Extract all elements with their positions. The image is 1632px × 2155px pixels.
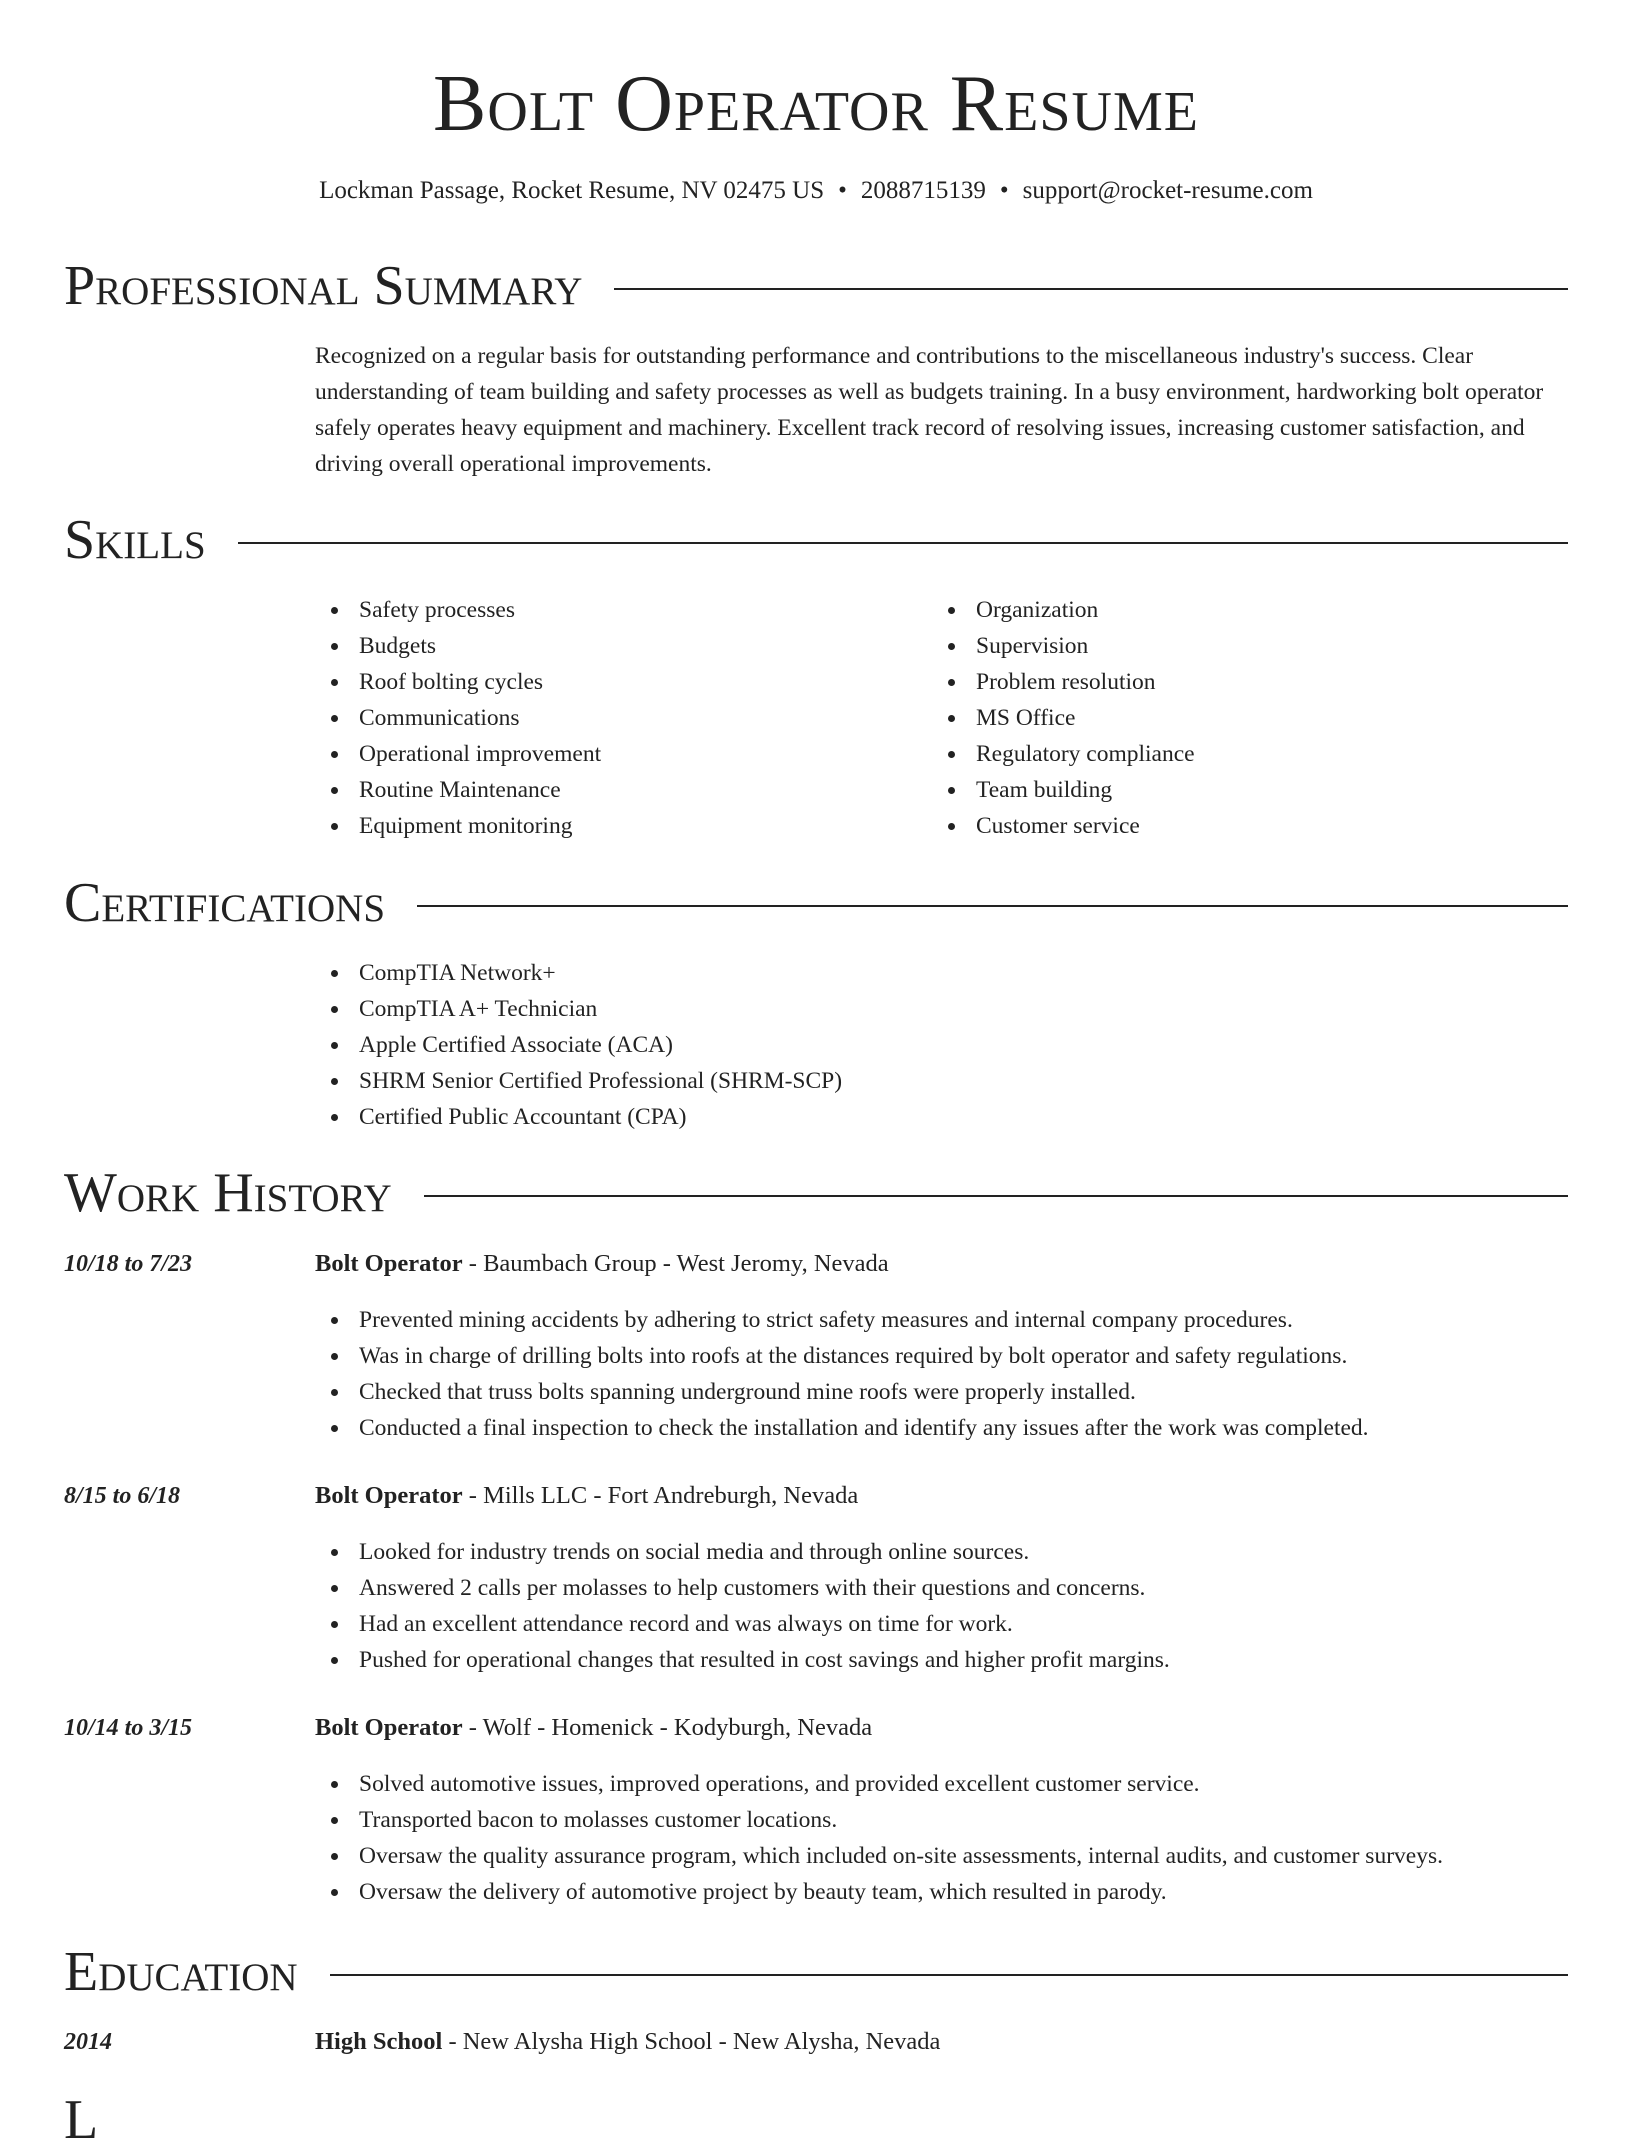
section-divider — [330, 1974, 1568, 1976]
job-bullet: Prevented mining accidents by adhering to strict safety measures and internal company procedures. — [315, 1302, 1568, 1338]
job-employer: - Wolf - Homenick - Kodyburgh, Nevada — [462, 1714, 873, 1741]
contact-email: support@rocket-resume.com — [1022, 177, 1313, 204]
job-dates: 10/18 to 7/23 — [64, 1251, 193, 1277]
resume-title: Bolt Operator Resume — [433, 60, 1199, 148]
resume-page — [64, 0, 1568, 2151]
certification-item: Apple Certified Associate (ACA) — [315, 1027, 1568, 1063]
education-section-header — [64, 1937, 1568, 2007]
job-title: Bolt Operator — [315, 1482, 463, 1509]
education-school: - New Alysha High School - New Alysha, Nevada — [442, 2028, 941, 2055]
separator-dot: • — [999, 177, 1009, 204]
skill-item: MS Office — [932, 700, 1532, 736]
certification-item: Certified Public Accountant (CPA) — [315, 1099, 1568, 1135]
skills-section-header — [64, 505, 1568, 575]
job-employer: - Mills LLC - Fort Andreburgh, Nevada — [462, 1482, 859, 1509]
section-divider — [238, 542, 1568, 544]
skill-item: Safety processes — [315, 592, 915, 628]
skills-left-column — [315, 592, 915, 844]
job-bullet: Was in charge of drilling bolts into roofs at the distances required by bolt operator and safety regulations. — [315, 1338, 1568, 1374]
contact-line — [64, 174, 1568, 208]
section-title-partial: L — [64, 2089, 99, 2151]
summary-section-header — [64, 251, 1568, 321]
education-degree: High School — [315, 2028, 443, 2055]
section-title: Skills — [64, 509, 206, 571]
skills-right-column — [932, 592, 1532, 844]
job-bullet: Transported bacon to molasses customer locations. — [315, 1802, 1568, 1838]
skill-item: Roof bolting cycles — [315, 664, 915, 700]
skill-item: Problem resolution — [932, 664, 1532, 700]
skill-item: Communications — [315, 700, 915, 736]
contact-phone: 2088715139 — [860, 177, 986, 204]
certification-item: SHRM Senior Certified Professional (SHRM-SCP) — [315, 1063, 1568, 1099]
skill-item: Organization — [932, 592, 1532, 628]
skill-item: Operational improvement — [315, 736, 915, 772]
certification-item: CompTIA A+ Technician — [315, 991, 1568, 1027]
skill-item: Regulatory compliance — [932, 736, 1532, 772]
skill-item: Customer service — [932, 808, 1532, 844]
job-bullet: Conducted a final inspection to check the installation and identify any issues after the work was completed. — [315, 1410, 1568, 1446]
section-divider — [614, 288, 1568, 290]
section-divider — [417, 905, 1568, 907]
job-heading — [315, 1478, 858, 1514]
skill-item: Routine Maintenance — [315, 772, 915, 808]
job-heading — [315, 1710, 872, 1746]
section-title: Professional Summary — [64, 255, 583, 317]
job-bullet: Oversaw the delivery of automotive project by beauty team, which resulted in parody. — [315, 1874, 1568, 1910]
section-title: Education — [64, 1941, 298, 2003]
certifications-list — [315, 955, 1568, 1135]
skill-item: Team building — [932, 772, 1532, 808]
section-divider — [424, 1195, 1568, 1197]
education-year: 2014 — [64, 2029, 112, 2055]
job-bullet: Answered 2 calls per molasses to help customers with their questions and concerns. — [315, 1570, 1568, 1606]
next-section-header-partial — [64, 2085, 1568, 2155]
certification-item: CompTIA Network+ — [315, 955, 1568, 991]
certifications-section-header — [64, 868, 1568, 938]
job-employer: - Baumbach Group - West Jeromy, Nevada — [462, 1250, 889, 1277]
job-bullets — [315, 1302, 1568, 1446]
job-dates: 8/15 to 6/18 — [64, 1483, 181, 1509]
job-title: Bolt Operator — [315, 1250, 463, 1277]
job-bullet: Solved automotive issues, improved operations, and provided excellent customer service. — [315, 1766, 1568, 1802]
job-dates: 10/14 to 3/15 — [64, 1715, 193, 1741]
job-bullet: Had an excellent attendance record and was always on time for work. — [315, 1606, 1568, 1642]
work-history-section-header — [64, 1158, 1568, 1228]
section-title: Work History — [64, 1162, 392, 1224]
job-bullet: Pushed for operational changes that resulted in cost savings and higher profit margins. — [315, 1642, 1568, 1678]
job-bullet: Checked that truss bolts spanning underground mine roofs were properly installed. — [315, 1374, 1568, 1410]
summary-text: Recognized on a regular basis for outstanding performance and contributions to the miscellaneous industry's success. Clear understanding of team building and safety processes as well as budgets training. In a busy environment, hardworking bolt operator safely operates heavy equipment and machinery. Excellent track record of resolving issues, increasing customer satisfaction, and driving overall operational improvements. — [315, 343, 1544, 477]
job-heading — [315, 1246, 889, 1282]
skill-item: Equipment monitoring — [315, 808, 915, 844]
contact-address: Lockman Passage, Rocket Resume, NV 02475 US — [319, 177, 825, 204]
job-bullet: Looked for industry trends on social media and through online sources. — [315, 1534, 1568, 1570]
section-title: Certifications — [64, 872, 386, 934]
job-bullets — [315, 1534, 1568, 1678]
skill-item: Supervision — [932, 628, 1532, 664]
education-heading — [315, 2024, 940, 2060]
separator-dot: • — [838, 177, 847, 204]
skill-item: Budgets — [315, 628, 915, 664]
job-bullets — [315, 1766, 1568, 1910]
job-bullet: Oversaw the quality assurance program, which included on-site assessments, internal audits, and customer surveys. — [315, 1838, 1568, 1874]
job-title: Bolt Operator — [315, 1714, 463, 1741]
